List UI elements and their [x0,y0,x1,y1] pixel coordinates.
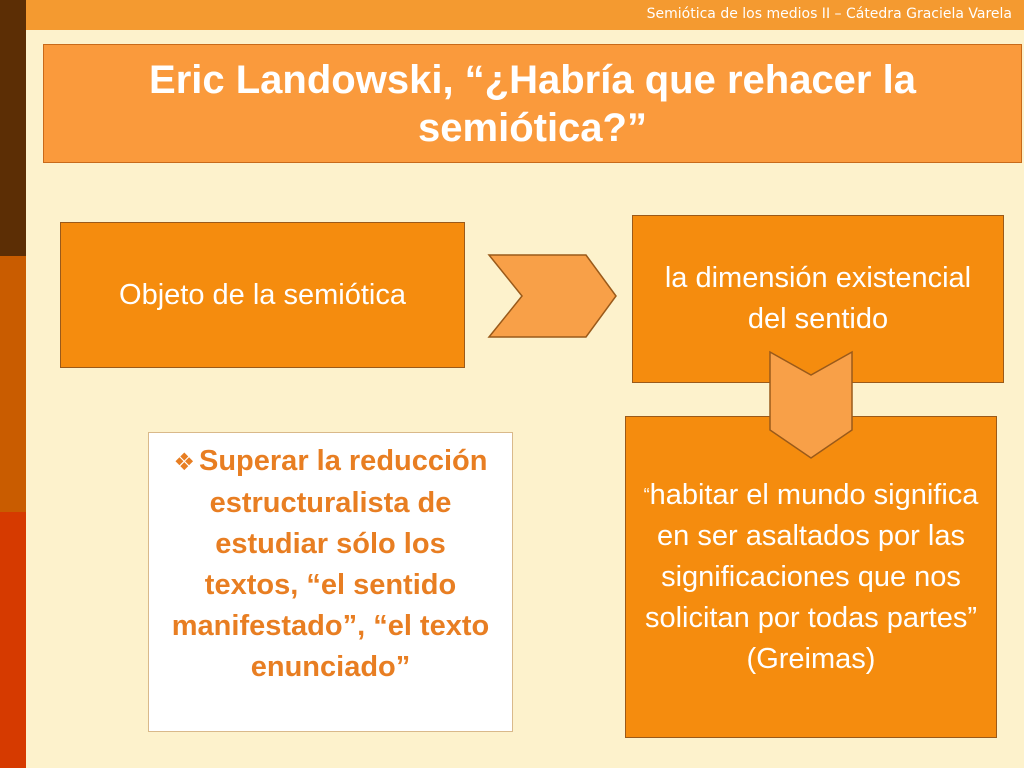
quote-open-mark: “ [643,484,650,505]
diamond-bullet-icon: ❖ [173,449,195,476]
superar-content [171,441,491,688]
box-objeto-label: Objeto de la semiótica [119,278,406,311]
side-band-red [0,512,26,768]
box-objeto-semiotica [60,222,465,368]
box-greimas-quote [625,416,997,738]
chevron-right-arrow-icon [488,254,618,338]
header-bar [26,0,1024,30]
superar-text: Superar la reducción estructuralista de estudiar sólo los textos, “el sentido manifestado”, “el texto enunciado” [171,445,490,683]
quote-text: habitar el mundo significa en ser asaltados por las significaciones que nos solicitan por todas partes” (Greimas) [644,478,979,675]
side-band-orange [0,256,26,512]
side-band-dark [0,0,26,256]
slide-title: Eric Landowski, “¿Habría que rehacer la semiótica?” [149,57,916,150]
chevron-down-arrow-icon [769,351,853,459]
box-superar-reduccion [148,432,513,732]
header-course-text: Semiótica de los medios II – Cátedra Graciela Varela [646,6,1012,22]
quote-content [641,475,981,680]
box-dimension-label: la dimensión existencial del sentido [664,262,972,335]
title-box [43,44,1022,163]
